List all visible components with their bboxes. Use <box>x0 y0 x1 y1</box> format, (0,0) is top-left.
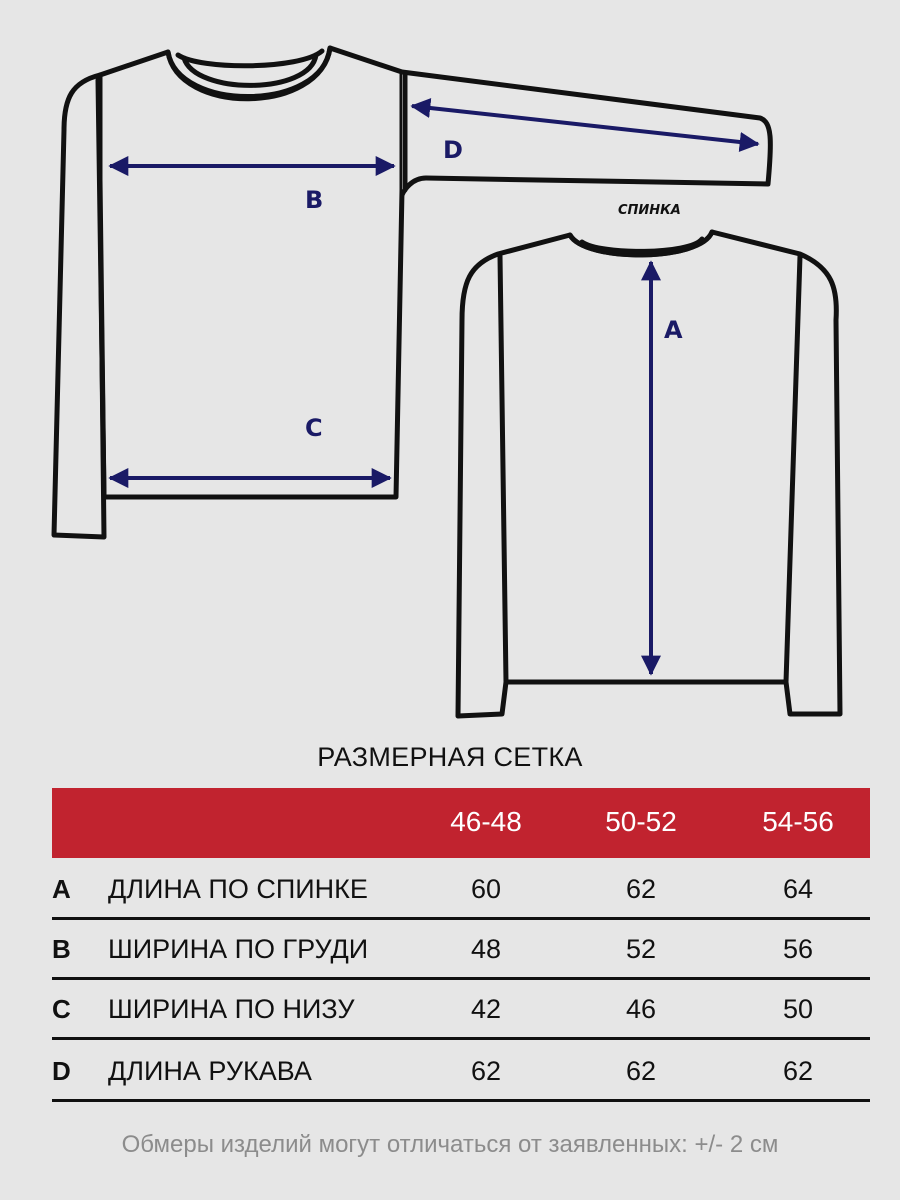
row-label: ДЛИНА РУКАВА <box>108 1056 312 1086</box>
table-row-d <box>52 1042 870 1102</box>
size-header-2: 50-52 <box>605 806 677 837</box>
row-value: 60 <box>470 874 502 904</box>
row-letter: C <box>52 994 71 1024</box>
row-value: 62 <box>625 1056 657 1086</box>
label-a: A <box>664 316 683 344</box>
row-divider <box>52 1037 870 1040</box>
table-row-b <box>52 920 870 980</box>
size-header-3: 54-56 <box>762 806 834 837</box>
back-view-title: СПИНКА <box>618 203 681 218</box>
row-value: 52 <box>625 934 657 964</box>
row-value: 46 <box>625 994 657 1024</box>
row-letter: A <box>52 874 71 904</box>
label-b: B <box>305 186 324 214</box>
label-d: D <box>443 136 463 164</box>
row-letter: B <box>52 934 71 964</box>
row-label: ШИРИНА ПО НИЗУ <box>108 994 355 1024</box>
row-value: 64 <box>782 874 814 904</box>
table-row-a <box>52 860 870 920</box>
measurement-footnote: Обмеры изделий могут отличаться от заявленных: +/- 2 см <box>121 1131 779 1158</box>
row-letter: D <box>52 1056 71 1086</box>
row-value: 56 <box>782 934 814 964</box>
row-value: 48 <box>470 934 502 964</box>
row-label: ДЛИНА ПО СПИНКЕ <box>108 874 368 904</box>
row-divider <box>52 1099 870 1102</box>
table-row-c <box>52 980 870 1040</box>
size-header-1: 46-48 <box>450 806 522 837</box>
row-value: 42 <box>470 994 502 1024</box>
row-label: ШИРИНА ПО ГРУДИ <box>108 934 369 964</box>
row-value: 62 <box>470 1056 502 1086</box>
row-value: 62 <box>782 1056 814 1086</box>
size-chart-title: РАЗМЕРНАЯ СЕТКА <box>317 742 583 772</box>
row-value: 62 <box>625 874 657 904</box>
label-c: C <box>305 414 323 442</box>
row-value: 50 <box>782 994 814 1024</box>
